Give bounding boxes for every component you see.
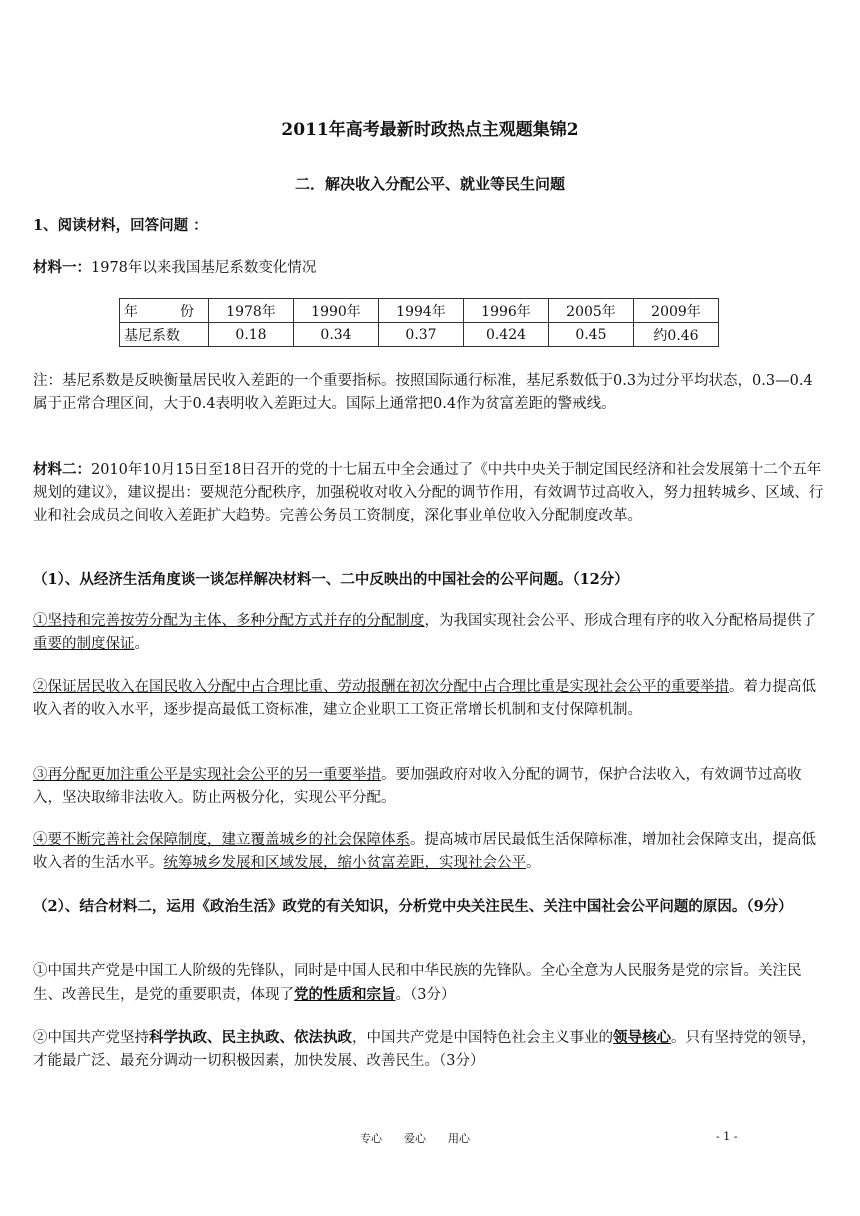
gini-table: [119, 298, 719, 347]
material-one-text: 1978年以来我国基尼系数变化情况: [91, 260, 317, 276]
table-cell: 1996年: [464, 299, 549, 323]
material-two-label: 材料二：: [33, 461, 91, 478]
answer-text: ①中国共产党是中国工人阶级的先锋队，同时是中国人民和中华民族的先锋队。全心全意为人民服务是党的宗旨。关注民生、改善民生，是党的重要职责，体现了: [33, 963, 802, 1003]
answer-text: 。: [134, 636, 149, 652]
table-cell: 1990年: [294, 299, 379, 323]
table-cell: 2005年: [549, 299, 634, 323]
table-cell: 0.34: [294, 323, 379, 347]
table-header-year: 年 份: [120, 299, 209, 323]
section-subtitle: 二．解决收入分配公平、就业等民生问题: [294, 175, 565, 193]
table-cell: 0.45: [549, 323, 634, 347]
answer-underline: ①坚持和完善按劳分配为主体、多种分配方式并存的分配制度: [33, 613, 425, 629]
table-header-gini: 基尼系数: [120, 323, 209, 347]
answer-bold: 科学执政、民主执政、依法执政: [149, 1029, 352, 1046]
note-paragraph: 注：基尼系数是反映衡量居民收入差距的一个重要指标。按照国际通行标准，基尼系数低于0.3为过分平均状态，0.3—0.4属于正常合理区间，大于0.4表明收入差距过大。国际上通常把0.4作为贫富差距的警戒线。: [33, 373, 813, 412]
answer-emphasis: 党的性质和宗旨: [294, 986, 396, 1003]
material-one-label: 材料一：: [33, 259, 91, 276]
answer-underline: ②保证居民收入在国民收入分配中占合理比重、劳动报酬在初次分配中占合理比重是实现社会公平的重要举措: [33, 679, 729, 695]
question-1-2: （2）、结合材料二，运用《政治生活》政党的有关知识，分析党中央关注民生、关注中国社会公平问题的原因。（9分）: [33, 898, 793, 915]
question-1-1: （1）、从经济生活角度谈一谈怎样解决材料一、二中反映出的中国社会的公平问题。（12分）: [33, 571, 629, 588]
footer-motto: 专心 爱心 用心: [360, 1132, 470, 1145]
page-number: - 1 -: [716, 1130, 738, 1143]
answer-text: 。（3分）: [395, 987, 456, 1003]
table-row: [120, 299, 719, 323]
table-row: [120, 323, 719, 347]
answer-text: 。只有坚持党的领导，才能最广泛、最充分调动一切积极因素，加快发展、改善民生。（3分）: [33, 1030, 816, 1069]
table-cell: 约0.46: [634, 323, 719, 347]
answer-underline: 重要的制度保证: [33, 636, 135, 652]
answer-emphasis: 领导核心: [613, 1029, 671, 1046]
answer-underline: ④要不断完善社会保障制度，建立覆盖城乡的社会保障体系: [33, 832, 410, 848]
table-cell: 0.37: [379, 323, 464, 347]
material-two-text: 2010年10月15日至18日召开的党的十七届五中全会通过了《中共中央关于制定国民经济和社会发展第十二个五年规划的建议》，建议提出：要规范分配秩序，加强税收对收入分配的调节作用，有效调节过高收入，努力扭转城乡、区域、行业和社会成员之间收入差距扩大趋势。完善公务员工资制度，深化事业单位收入分配制度改革。: [33, 462, 824, 524]
answer-1-point-4: [33, 829, 827, 875]
answer-text: ，中国共产党是中国特色社会主义事业的: [352, 1030, 613, 1046]
answer-text: ②中国共产党坚持: [33, 1030, 149, 1046]
material-one: [33, 256, 827, 280]
answer-2-point-2: [33, 1026, 827, 1073]
answer-underline: 统筹城乡发展和区域发展，缩小贫富差距，实现社会公平: [163, 855, 526, 871]
table-cell: 2009年: [634, 299, 719, 323]
question-heading: 1、阅读材料，回答问题 ：: [33, 217, 208, 234]
answer-2-point-1: [33, 960, 827, 1007]
table-cell: 1978年: [209, 299, 294, 323]
answer-1-point-3: [33, 764, 827, 810]
table-cell: 0.424: [464, 323, 549, 347]
answer-text: 。: [526, 855, 541, 871]
table-cell: 0.18: [209, 323, 294, 347]
answer-text: 。要加强政府对收入分配的调节，保护合法收入，有效调节过高收入，坚决取缔非法收入。防止两极分化，实现公平分配。: [33, 767, 802, 806]
answer-1-point-1: [33, 610, 827, 656]
answer-text: ，为我国实现社会公平、形成合理有序的收入分配格局提供了: [424, 613, 816, 629]
material-two: [33, 458, 827, 528]
answer-underline: ③再分配更加注重公平是实现社会公平的另一重要举措: [33, 767, 381, 783]
answer-text: 。提高城市居民最低生活保障标准，增加社会保障支出，提高低收入者的生活水平。: [33, 832, 816, 871]
answer-1-point-2: [33, 676, 827, 722]
page-title: 2011年高考最新时政热点主观题集锦2: [281, 120, 579, 140]
table-cell: 1994年: [379, 299, 464, 323]
answer-text: 。着力提高低收入者的收入水平，逐步提高最低工资标准，建立企业职工工资正常增长机制和支付保障机制。: [33, 679, 816, 718]
